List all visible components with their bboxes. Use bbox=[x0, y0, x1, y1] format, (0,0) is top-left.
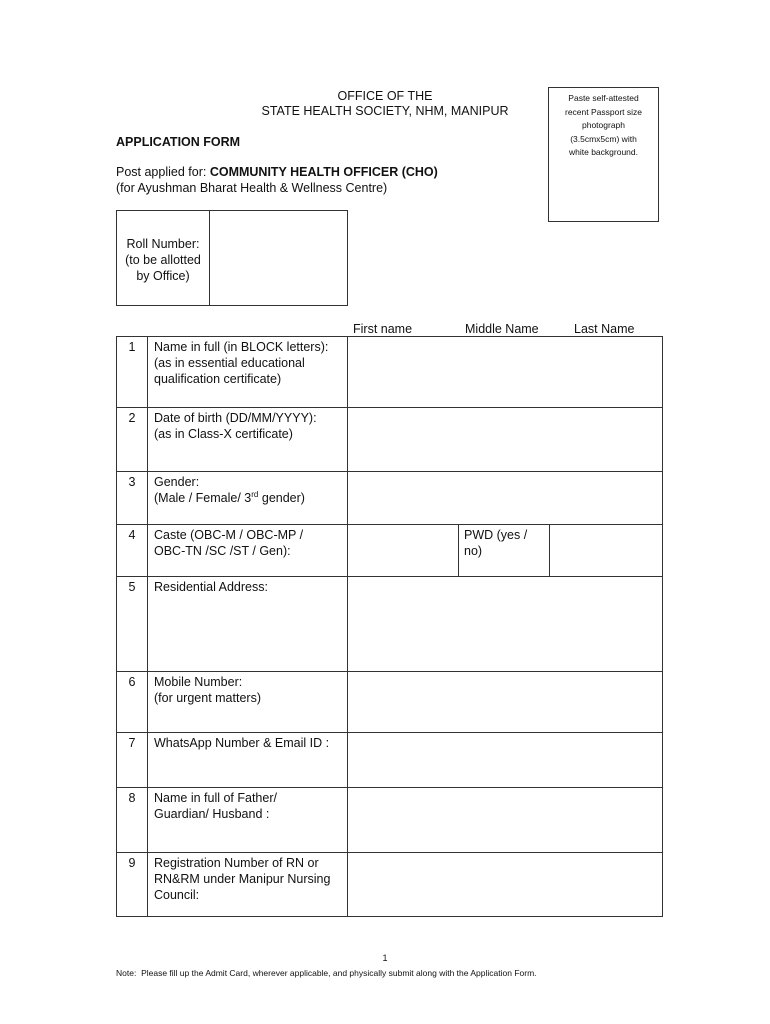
caste-pwd-grid bbox=[348, 525, 662, 576]
superscript: rd bbox=[251, 489, 259, 499]
post-applied-line bbox=[116, 165, 438, 179]
label-line: Registration Number of RN or bbox=[154, 856, 319, 870]
photo-instruction-line: photograph bbox=[581, 120, 625, 130]
gender-field[interactable] bbox=[348, 472, 663, 525]
society-title: STATE HEALTH SOCIETY, NHM, MANIPUR bbox=[261, 104, 509, 118]
gender-options-text: (Male / Female/ 3 bbox=[154, 491, 252, 505]
roll-label-line: Roll Number: bbox=[126, 237, 200, 251]
row-label-full-name bbox=[148, 337, 348, 408]
pwd-label bbox=[458, 525, 550, 576]
label-line: Caste (OBC-M / OBC-MP / bbox=[154, 528, 304, 542]
residential-address-field[interactable] bbox=[348, 577, 663, 672]
last-name-header: Last Name bbox=[574, 322, 635, 336]
pwd-field[interactable] bbox=[550, 525, 662, 576]
table-row bbox=[117, 672, 663, 733]
table-row bbox=[117, 337, 663, 408]
table-row bbox=[117, 577, 663, 672]
table-row bbox=[117, 408, 663, 472]
label-line bbox=[154, 490, 341, 506]
label-line: PWD (yes / bbox=[464, 528, 528, 542]
page-number: 1 bbox=[382, 953, 388, 963]
label-line: qualification certificate) bbox=[154, 372, 282, 386]
label-line: Guardian/ Husband : bbox=[154, 807, 270, 821]
row-number: 9 bbox=[117, 853, 148, 917]
first-name-header: First name bbox=[353, 322, 413, 336]
row-number: 6 bbox=[117, 672, 148, 733]
registration-number-field[interactable] bbox=[348, 853, 663, 917]
row-label-mobile bbox=[148, 672, 348, 733]
photo-instruction-line: recent Passport size bbox=[564, 106, 642, 117]
table-row bbox=[117, 733, 663, 788]
mobile-number-field[interactable] bbox=[348, 672, 663, 733]
row-label-gender bbox=[148, 472, 348, 525]
row-label-registration bbox=[148, 853, 348, 917]
label-line: RN&RM under Manipur Nursing bbox=[154, 872, 331, 886]
label-line: Date of birth (DD/MM/YYYY): bbox=[154, 411, 317, 425]
label-line: WhatsApp Number & Email ID : bbox=[154, 736, 330, 750]
row-number: 5 bbox=[117, 577, 148, 672]
row-label-whatsapp-email bbox=[148, 733, 348, 788]
caste-field[interactable] bbox=[348, 525, 458, 576]
label-line: Name in full of Father/ bbox=[154, 791, 277, 805]
roll-number-label bbox=[117, 236, 209, 284]
row-number: 2 bbox=[117, 408, 148, 472]
table-row bbox=[117, 525, 663, 577]
footer-note bbox=[116, 968, 537, 978]
row-label-caste bbox=[148, 525, 348, 577]
row-number: 7 bbox=[117, 733, 148, 788]
photo-instruction-line: (3.5cmx5cm) with bbox=[570, 133, 637, 144]
application-form-title: APPLICATION FORM bbox=[116, 135, 241, 149]
label-line: (for urgent matters) bbox=[154, 691, 261, 705]
row-label-address bbox=[148, 577, 348, 672]
label-line: Residential Address: bbox=[154, 580, 268, 594]
post-name: COMMUNITY HEALTH OFFICER (CHO) bbox=[209, 165, 438, 179]
label-line: no) bbox=[464, 544, 483, 558]
roll-divider bbox=[209, 211, 210, 305]
label-line: (as in essential educational bbox=[154, 356, 305, 370]
note-label: Note: bbox=[116, 968, 137, 978]
label-line: (as in Class-X certificate) bbox=[154, 427, 293, 441]
row-number: 8 bbox=[117, 788, 148, 853]
date-of-birth-field[interactable] bbox=[348, 408, 663, 472]
office-title: OFFICE OF THE bbox=[337, 89, 433, 103]
whatsapp-email-field[interactable] bbox=[348, 733, 663, 788]
roll-label-line: by Office) bbox=[136, 269, 190, 283]
roll-number-box bbox=[116, 210, 348, 306]
table-row bbox=[117, 472, 663, 525]
row-number: 4 bbox=[117, 525, 148, 577]
label-line: OBC-TN /SC /ST / Gen): bbox=[154, 544, 291, 558]
photo-placeholder-box[interactable] bbox=[548, 87, 659, 222]
row-label-guardian bbox=[148, 788, 348, 853]
row-label-dob bbox=[148, 408, 348, 472]
label-line: Council: bbox=[154, 888, 200, 902]
row-number: 1 bbox=[117, 337, 148, 408]
middle-name-header: Middle Name bbox=[465, 322, 539, 336]
gender-options-text: gender) bbox=[258, 491, 305, 505]
label-line: Gender: bbox=[154, 475, 200, 489]
application-form-table bbox=[116, 336, 663, 917]
roll-label-line: (to be allotted bbox=[125, 253, 201, 267]
photo-instruction-line: white background. bbox=[569, 147, 638, 157]
label-line: Name in full (in BLOCK letters): bbox=[154, 340, 329, 354]
photo-instruction-line: Paste self-attested bbox=[568, 93, 639, 103]
caste-pwd-cell bbox=[348, 525, 663, 577]
note-text: Please fill up the Admit Card, wherever applicable, and physically submit along with the Application Form. bbox=[141, 968, 537, 978]
full-name-field[interactable] bbox=[348, 337, 663, 408]
table-row bbox=[117, 853, 663, 917]
post-subline: (for Ayushman Bharat Health & Wellness Centre) bbox=[116, 181, 388, 195]
table-row bbox=[117, 788, 663, 853]
post-applied-label: Post applied for: bbox=[116, 165, 210, 179]
row-number: 3 bbox=[117, 472, 148, 525]
guardian-name-field[interactable] bbox=[348, 788, 663, 853]
label-line: Mobile Number: bbox=[154, 675, 243, 689]
